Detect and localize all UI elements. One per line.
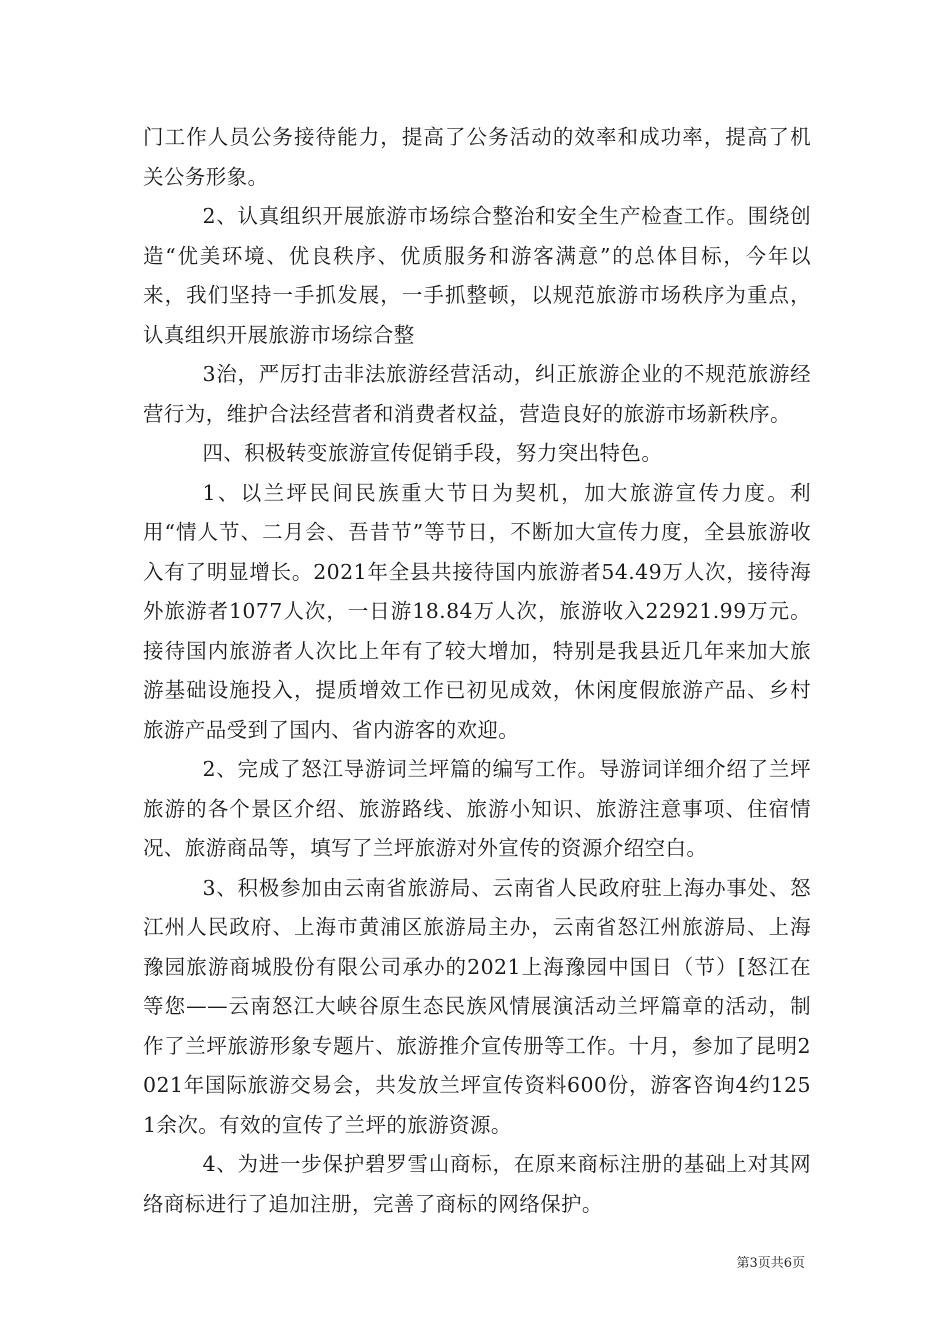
paragraph-2: 2、认真组织开展旅游市场综合整治和安全生产检查工作。围绕创造“优美环境、优良秩序、优质服务和游客满意”的总体目标，今年以来，我们坚持一手抓发展，一手抓整顿，以规范旅游市场秩序为重点，认真组织开展旅游市场综合整 — [143, 204, 811, 347]
section-heading: 四、积极转变旅游宣传促销手段，努力突出特色。 — [202, 441, 663, 465]
paragraph-6: 2、完成了怒江导游词兰坪篇的编写工作。导游词详细介绍了兰坪旅游的各个景区介绍、旅游路线、旅游小知识、旅游注意事项、住宿情况、旅游商品等，填写了兰坪旅游对外宣传的资源介绍空白。 — [143, 757, 811, 860]
paragraph-7: 3、积极参加由云南省旅游局、云南省人民政府驻上海办事处、怒江州人民政府、上海市黄浦区旅游局主办，云南省怒江州旅游局、上海豫园旅游商城股份有限公司承办的2021上海豫园中国日（节）[怒江在等您——云南怒江大峡谷原生态民族风情展演活动兰坪篇章的活动，制作了兰坪旅游形象专题片、旅游推介宣传册等工作。十月，参加了昆明2021年国际旅游交易会，共发放兰坪宣传资料600份，游客咨询4约1251余次。有效的宣传了兰坪的旅游资源。 — [143, 875, 811, 1137]
paragraph-1: 门工作人员公务接待能力，提高了公务活动的效率和成功率，提高了机关公务形象。 — [143, 125, 811, 189]
document-body — [143, 118, 811, 1224]
paragraph-8: 4、为进一步保护碧罗雪山商标，在原来商标注册的基础上对其网络商标进行了追加注册，完善了商标的网络保护。 — [143, 1152, 811, 1216]
paragraph-5: 1、以兰坪民间民族重大节日为契机，加大旅游宣传力度。利用“情人节、二月会、吾昔节”等节日，不断加大宣传力度，全县旅游收入有了明显增长。2021年全县共接待国内旅游者54.49万人次，接待海外旅游者1077人次，一日游18.84万人次，旅游收入22921.99万元。接待国内旅游者人次比上年有了较大增加，特别是我县近几年来加大旅游基础设施投入，提质增效工作已初见成效，休闲度假旅游产品、乡村旅游产品受到了国内、省内游客的欢迎。 — [143, 480, 811, 742]
page-number-footer: 第3页共6页 — [736, 1256, 805, 1271]
paragraph-3: 3治，严厉打击非法旅游经营活动，纠正旅游企业的不规范旅游经营行为，维护合法经营者和消费者权益，营造良好的旅游市场新秩序。 — [143, 362, 811, 426]
